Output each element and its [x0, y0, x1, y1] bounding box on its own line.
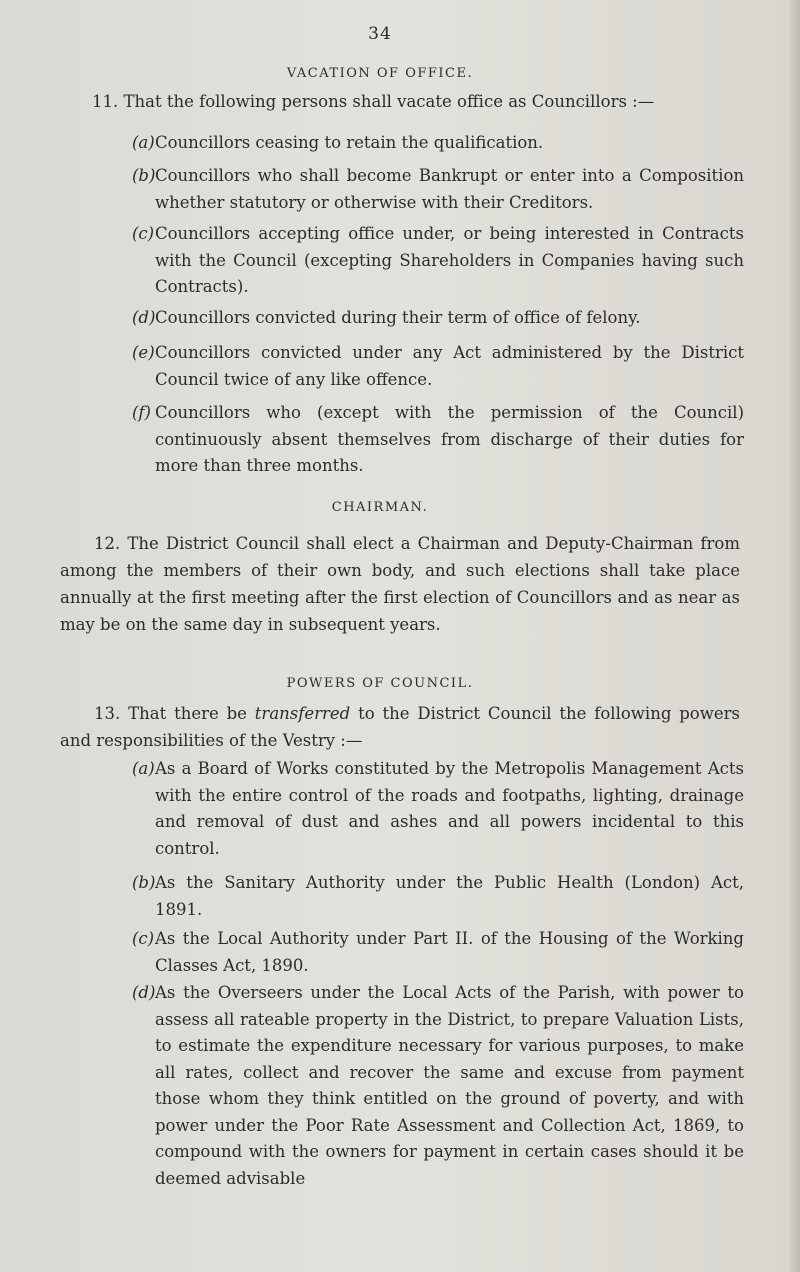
paragraph-13-italic: transferred: [254, 704, 351, 723]
paragraph-12: 12. The District Council shall elect a Chairman and Deputy-Chairman from among the members of their own body, and such elections shall take place annually at the first meeting after the first election of Councillors and as near as may be on the same day in subsequent years.: [60, 534, 740, 634]
item-text: Councillors convicted under any Act administered by the District Council twice of any like offence.: [155, 343, 744, 389]
item-text: Councillors accepting office under, or being interested in Contracts with the Council (excepting Shareholders in Companies having such Contracts).: [155, 224, 744, 296]
list-item-powers-a: [132, 756, 744, 862]
item-text: As the Sanitary Authority under the Public Health (London) Act, 1891.: [155, 873, 744, 919]
item-text: Councillors who (except with the permission of the Council) continuously absent themselves from discharge of their duties for more than three months.: [155, 403, 744, 475]
item-label: (d): [132, 983, 156, 1002]
item-label: (b): [132, 873, 156, 892]
list-item-vacation-c: [132, 221, 744, 301]
paragraph-13: [60, 700, 740, 754]
paragraph-13-start: 13. That there be: [94, 704, 255, 723]
list-item-powers-d: [132, 980, 744, 1192]
item-text: As a Board of Works constituted by the Metropolis Management Acts with the entire control of the roads and footpaths, lighting, drainage and removal of dust and ashes and all powers incidental to this control.: [155, 759, 744, 858]
list-item-powers-c: [132, 926, 744, 979]
item-label: (d): [132, 308, 156, 327]
page-edge: [790, 0, 800, 1272]
item-text: Councillors who shall become Bankrupt or enter into a Composition whether statutory or otherwise with their Creditors.: [155, 166, 744, 212]
heading-vacation-of-office: VACATION OF OFFICE.: [286, 66, 474, 81]
item-text: Councillors ceasing to retain the qualification.: [155, 133, 544, 152]
list-item-vacation-e: [132, 340, 744, 393]
item-label: (e): [132, 343, 155, 362]
item-text: As the Local Authority under Part II. of the Housing of the Working Classes Act, 1890.: [155, 929, 744, 975]
paragraph-11: 11. That the following persons shall vacate office as Councillors :—: [92, 92, 655, 111]
item-label: (c): [132, 224, 155, 243]
list-item-powers-b: [132, 870, 744, 923]
paragraph-13-end: to the District Council the following powers and responsibilities of the Vestry :—: [60, 704, 740, 750]
item-label: (a): [132, 133, 155, 152]
item-label: (c): [132, 929, 155, 948]
item-label: (b): [132, 166, 156, 185]
heading-powers-of-council: POWERS OF COUNCIL.: [286, 676, 474, 691]
page-number: 34: [368, 24, 392, 44]
list-item-vacation-b: [132, 163, 744, 216]
list-item-vacation-f: [132, 400, 744, 480]
list-item-vacation-a: [132, 130, 744, 157]
list-item-vacation-d: [132, 305, 744, 332]
item-text: As the Overseers under the Local Acts of the Parish, with power to assess all rateable property in the District, to prepare Valuation Lists, to estimate the expenditure necessary for various purposes, to make all rates, collect and recover the same and excuse from payment those whom they think entitled on the ground of poverty, and with power under the Poor Rate Assessment and Collection Act, 1869, to compound with the owners for payment in certain cases should it be deemed advisable: [155, 983, 744, 1188]
item-text: Councillors convicted during their term of office of felony.: [155, 308, 641, 327]
item-label: (f): [132, 403, 151, 422]
heading-chairman: CHAIRMAN.: [331, 500, 429, 515]
item-label: (a): [132, 759, 155, 778]
